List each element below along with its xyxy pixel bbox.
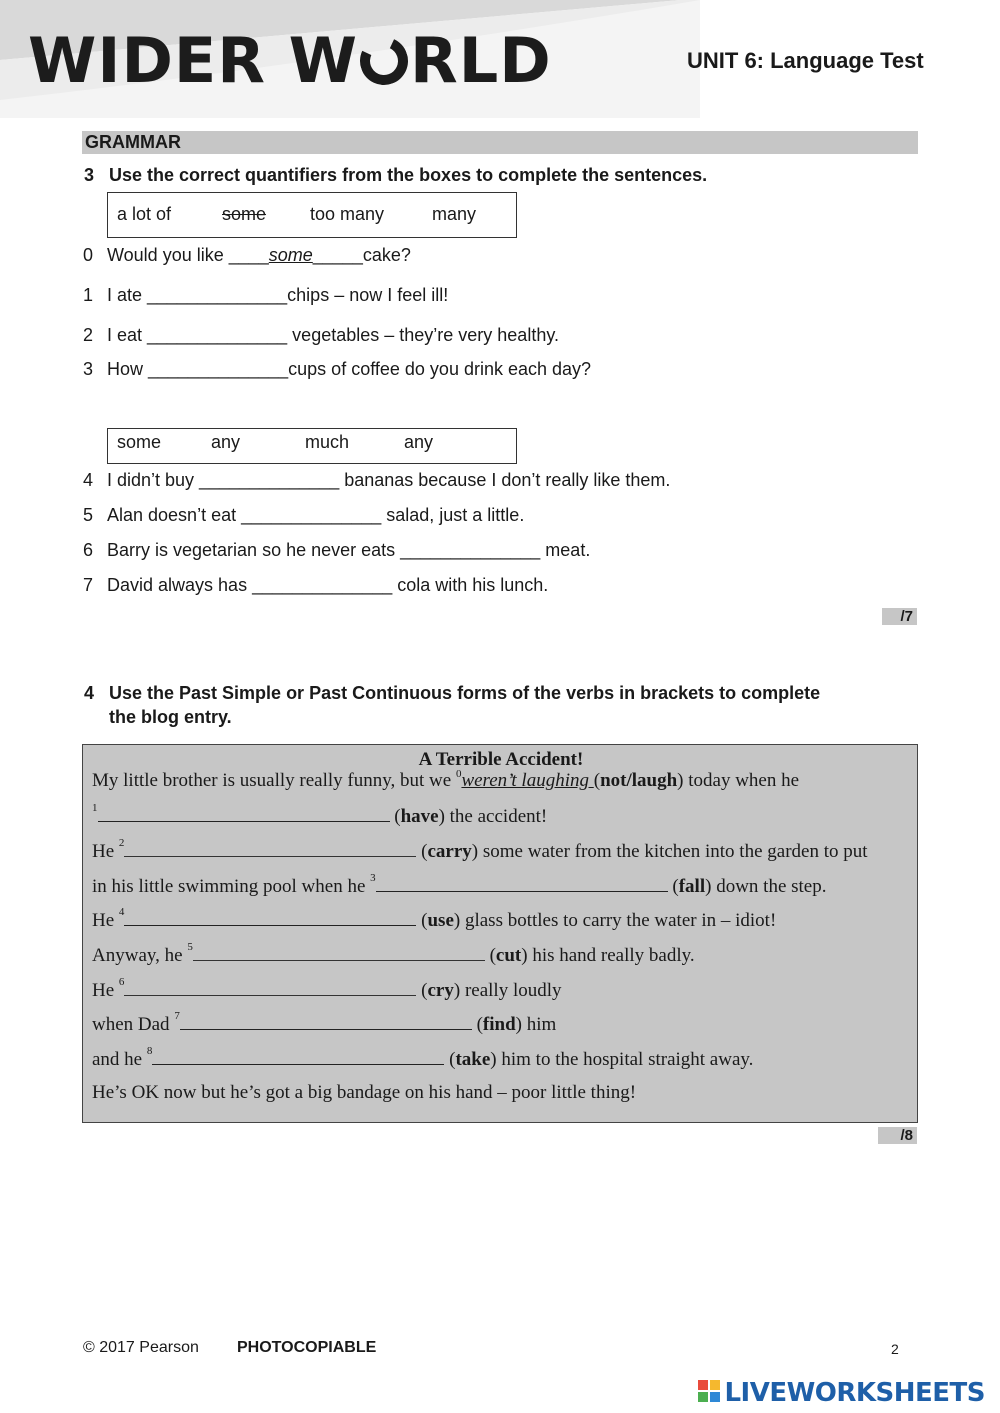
exercise-instruction-cont: the blog entry. xyxy=(109,707,232,727)
word-box-item-used: some xyxy=(222,204,267,224)
page-number: 2 xyxy=(891,1341,899,1357)
gap-number: 7 xyxy=(174,1010,180,1022)
item-number: 3 xyxy=(83,359,94,379)
sentence-text[interactable]: I ate ______________chips – now I feel ill! xyxy=(107,285,449,305)
blog-text: down the step. xyxy=(711,876,827,897)
blog-text: He xyxy=(92,841,119,862)
blog-text: He xyxy=(92,910,119,931)
answer-gap-8[interactable] xyxy=(152,1047,444,1065)
sentence-text[interactable]: I didn’t buy ______________ bananas because I don’t really like them. xyxy=(107,470,671,490)
gap-number: 8 xyxy=(146,1045,153,1057)
blog-line-0: My little brother is usually really funny, but we $^0$weren’t laughing (not/laugh) today when he xyxy=(92,768,800,791)
word-box-item: too many xyxy=(310,204,385,224)
blog-line-3: in his little swimming pool when he $^3$ (fall) down the step. xyxy=(92,872,827,897)
sentence-text: cake? xyxy=(362,245,411,265)
answer-gap-1[interactable] xyxy=(98,804,390,822)
exercise-number: 4 xyxy=(84,683,95,703)
blog-line-4: He $^4$ (use) glass bottles to carry the water in – idiot! xyxy=(92,906,777,931)
blog-line-8: and he $^8$ (take) him to the hospital straight away. xyxy=(92,1045,754,1070)
blog-text: the accident! xyxy=(444,806,548,827)
blog-text: his hand really badly. xyxy=(527,945,695,966)
blog-text: when Dad xyxy=(92,1014,175,1035)
verb-prompt: cry xyxy=(427,980,454,1001)
sentence-text[interactable]: David always has ______________ cola with his lunch. xyxy=(107,575,549,595)
gap-number: 2 xyxy=(118,837,125,849)
verb-prompt: take xyxy=(455,1049,491,1070)
exercise-number: 3 xyxy=(84,165,95,185)
liveworksheets-icon xyxy=(698,1380,720,1402)
sentence-text: Would you like xyxy=(107,245,229,265)
gap-number: 5 xyxy=(187,941,193,953)
word-box-item: many xyxy=(432,204,477,224)
blog-text: Anyway, he xyxy=(92,945,188,966)
gap-number: 0 xyxy=(455,768,462,780)
gap-number: 6 xyxy=(118,976,125,988)
section-title: GRAMMAR xyxy=(85,132,181,152)
gap-number: 3 xyxy=(370,872,376,884)
watermark-text: LIVEWORKSHEETS xyxy=(724,1378,985,1408)
answer-gap-2[interactable] xyxy=(124,839,416,857)
logo-text-end: RLD xyxy=(410,24,552,97)
blog-line-2: He $^2$ (carry) some water from the kitchen into the garden to put xyxy=(92,837,868,862)
word-box-2 xyxy=(107,428,517,464)
blog-text: today when he xyxy=(683,770,800,791)
blog-line-6: He $^6$ (cry) really loudly xyxy=(92,976,562,1001)
sentence-text[interactable]: Barry is vegetarian so he never eats ______________ meat. xyxy=(107,540,591,560)
exercise-instruction: Use the correct quantifiers from the boxes to complete the sentences. xyxy=(109,165,708,185)
blog-text: and he xyxy=(92,1049,147,1070)
answer-gap-5[interactable] xyxy=(193,943,485,961)
blog-text: some water from the kitchen into the garden to put xyxy=(478,841,868,862)
word-box-1 xyxy=(107,192,517,238)
blog-text: He xyxy=(92,980,119,1001)
item-number: 5 xyxy=(83,505,94,525)
liveworksheets-watermark xyxy=(698,1378,985,1408)
item-number: 4 xyxy=(83,470,94,490)
gap-number: 1 xyxy=(92,802,98,814)
score-box-7: /7 xyxy=(882,608,917,625)
example-answer: weren’t laughing xyxy=(461,770,594,791)
blog-text: him xyxy=(521,1014,557,1035)
copyright: © 2017 Pearson xyxy=(83,1339,199,1356)
item-number: 1 xyxy=(83,285,94,305)
wider-world-logo xyxy=(28,26,552,96)
item-number: 6 xyxy=(83,540,94,560)
word-box-item: any xyxy=(211,432,241,452)
exercise-instruction: Use the Past Simple or Past Continuous forms of the verbs in brackets to complete xyxy=(109,683,821,703)
verb-prompt: use xyxy=(427,910,454,931)
blog-entry-box xyxy=(82,744,918,1123)
word-box-item: much xyxy=(305,432,350,452)
example-answer: some xyxy=(268,245,313,265)
blog-text: glass bottles to carry the water in – idiot! xyxy=(460,910,777,931)
blog-text: in his little swimming pool when he xyxy=(92,876,371,897)
blog-title: A Terrible Accident! xyxy=(418,749,584,770)
sentence-text[interactable]: How ______________cups of coffee do you drink each day? xyxy=(107,359,592,379)
answer-blank: _____ xyxy=(312,245,363,265)
blog-line-9: He’s OK now but he’s got a big bandage on his hand – poor little thing! xyxy=(92,1082,637,1103)
answer-gap-6[interactable] xyxy=(124,978,416,996)
answer-gap-3[interactable] xyxy=(376,874,668,892)
verb-prompt: not/laugh xyxy=(600,770,678,791)
unit-title: UNIT 6: Language Test xyxy=(687,48,924,73)
word-box-item: a lot of xyxy=(117,204,172,224)
verb-prompt: carry xyxy=(427,841,472,862)
verb-prompt: find xyxy=(482,1014,516,1035)
item-number: 0 xyxy=(83,245,94,265)
word-box-item: any xyxy=(404,432,434,452)
item-number: 7 xyxy=(83,575,94,595)
verb-prompt: have xyxy=(400,806,439,827)
answer-blank: ____ xyxy=(228,245,269,265)
item-number: 2 xyxy=(83,325,94,345)
sentence-text[interactable]: I eat ______________ vegetables – they’re very healthy. xyxy=(107,325,559,345)
verb-prompt: cut xyxy=(495,945,522,966)
score-box-8: /8 xyxy=(878,1127,917,1144)
blog-line-5: Anyway, he $^5$ (cut) his hand really badly. xyxy=(92,941,695,966)
answer-gap-7[interactable] xyxy=(180,1012,472,1030)
header-banner xyxy=(0,0,1000,120)
grammar-section-bar xyxy=(82,131,918,154)
exercise-3-heading xyxy=(84,165,884,189)
blog-line-1: $^1$ (have) the accident! xyxy=(92,802,548,827)
photocopiable-label: PHOTOCOPIABLE xyxy=(237,1339,377,1356)
answer-gap-4[interactable] xyxy=(124,908,416,926)
verb-prompt: fall xyxy=(678,876,706,897)
blog-line-7: when Dad $^7$ (find) him xyxy=(92,1010,557,1035)
logo-ring-icon xyxy=(353,30,415,92)
blog-text: My little brother is usually really funny, but we xyxy=(92,770,456,791)
exercise-4-heading xyxy=(84,683,924,731)
sentence-text[interactable]: Alan doesn’t eat ______________ salad, just a little. xyxy=(107,505,525,525)
gap-number: 4 xyxy=(118,906,125,918)
blog-text: him to the hospital straight away. xyxy=(496,1049,754,1070)
blog-text: really loudly xyxy=(460,980,562,1001)
word-box-item: some xyxy=(117,432,162,452)
logo-text-start: WIDER W xyxy=(28,24,358,97)
